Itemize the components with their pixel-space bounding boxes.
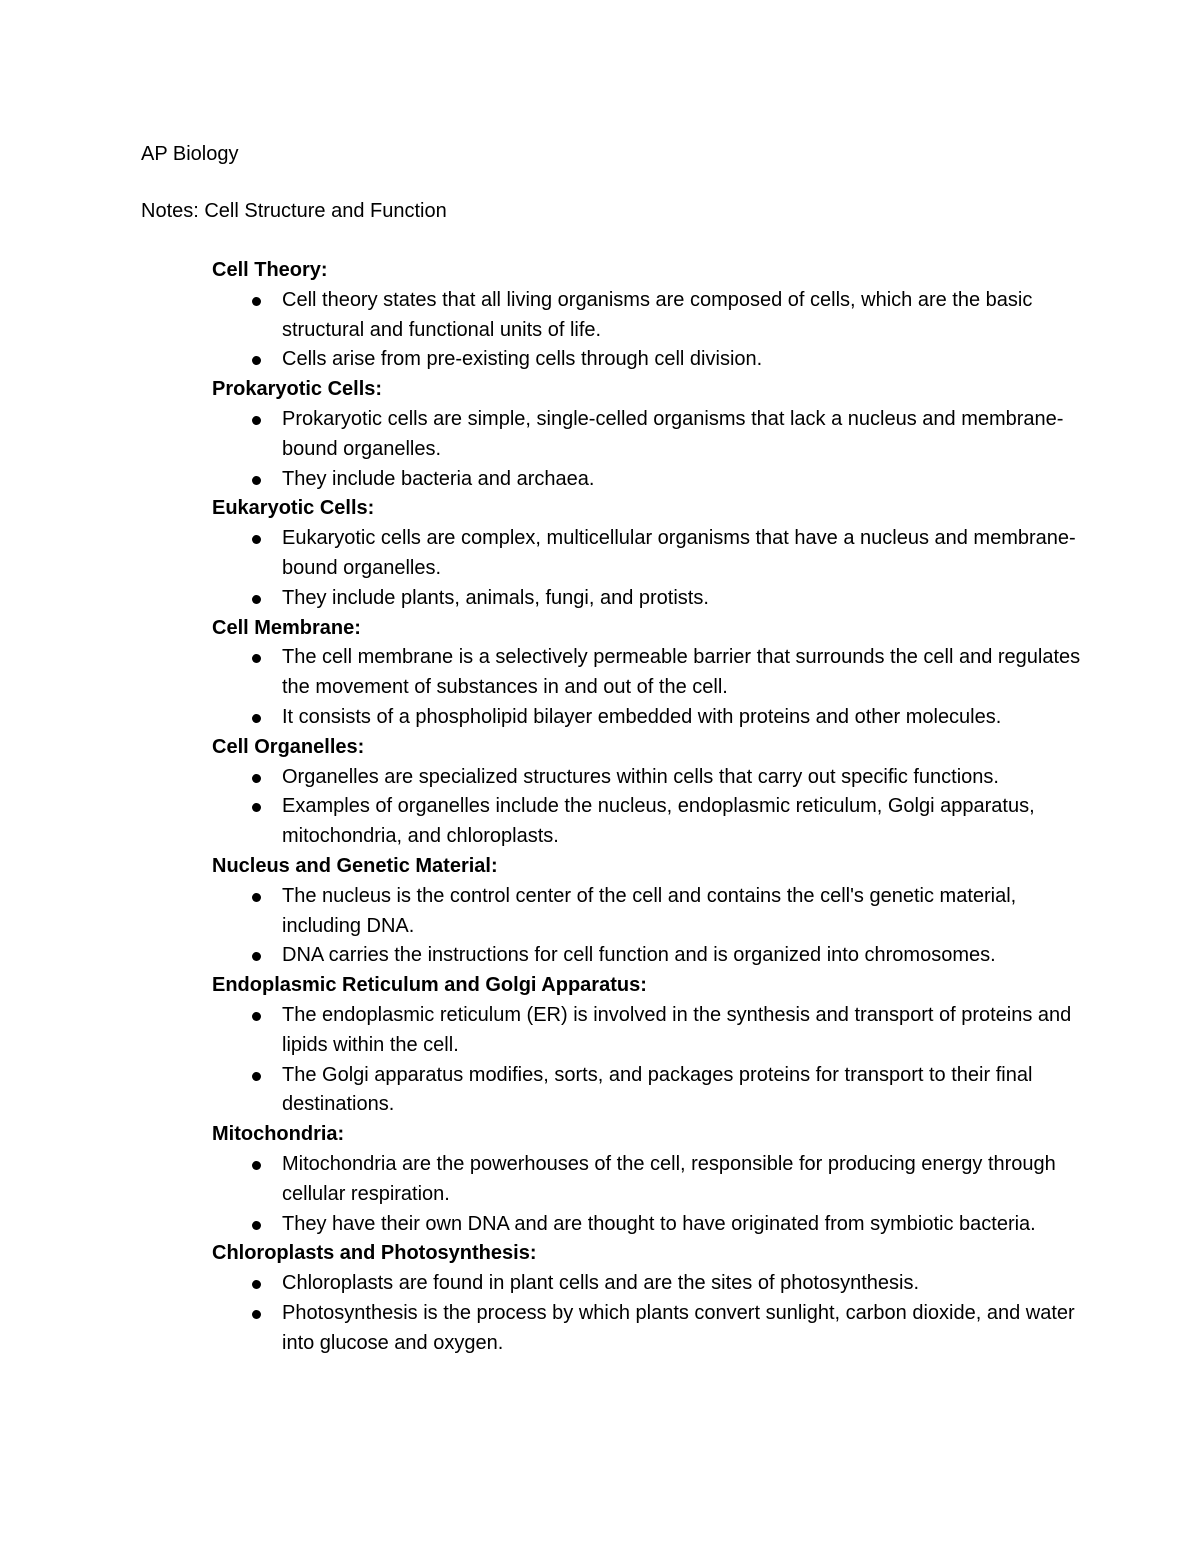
list-item — [212, 345, 1092, 375]
bullet-list — [212, 405, 1092, 494]
bullet-text: The nucleus is the control center of the cell and contains the cell's genetic material, including DNA. — [282, 884, 1017, 937]
section-heading: Mitochondria: — [212, 1123, 345, 1146]
list-item — [212, 792, 1092, 852]
bullet-dot-icon — [252, 1280, 261, 1289]
notes-section — [212, 852, 1092, 971]
list-item — [212, 1269, 1092, 1299]
notes-section — [212, 614, 1092, 733]
bullet-text: They have their own DNA and are thought to have originated from symbiotic bacteria. — [282, 1212, 1036, 1235]
list-item — [212, 1061, 1092, 1121]
bullet-dot-icon — [252, 416, 261, 425]
bullet-dot-icon — [252, 952, 261, 961]
bullet-list — [212, 882, 1092, 971]
list-item — [212, 1001, 1092, 1061]
notes-section — [212, 733, 1092, 852]
bullet-list — [212, 1269, 1092, 1358]
notes-sections — [212, 256, 1092, 1358]
bullet-dot-icon — [252, 297, 261, 306]
section-heading: Chloroplasts and Photosynthesis: — [212, 1242, 537, 1265]
bullet-list — [212, 643, 1092, 732]
bullet-text: They include plants, animals, fungi, and protists. — [282, 586, 709, 609]
list-item — [212, 643, 1092, 703]
section-heading: Endoplasmic Reticulum and Golgi Apparatus: — [212, 974, 647, 997]
section-heading: Nucleus and Genetic Material: — [212, 854, 498, 877]
bullet-dot-icon — [252, 774, 261, 783]
bullet-text: The cell membrane is a selectively permeable barrier that surrounds the cell and regulates the movement of substances in and out of the cell. — [282, 646, 1081, 699]
bullet-text: Chloroplasts are found in plant cells and are the sites of photosynthesis. — [282, 1272, 920, 1295]
list-item — [212, 584, 1092, 614]
list-item — [212, 941, 1092, 971]
section-heading: Cell Organelles: — [212, 735, 365, 758]
bullet-dot-icon — [252, 803, 261, 812]
section-heading: Eukaryotic Cells: — [212, 497, 375, 520]
list-item — [212, 1210, 1092, 1240]
bullet-dot-icon — [252, 714, 261, 723]
bullet-list — [212, 524, 1092, 613]
bullet-dot-icon — [252, 1310, 261, 1319]
bullet-list — [212, 1150, 1092, 1239]
list-item — [212, 524, 1092, 584]
bullet-dot-icon — [252, 1161, 261, 1170]
bullet-text: Mitochondria are the powerhouses of the cell, responsible for producing energy through cellular respiration. — [282, 1152, 1056, 1205]
list-item — [212, 1150, 1092, 1210]
list-item — [212, 1299, 1092, 1359]
bullet-list — [212, 763, 1092, 852]
bullet-text: Cells arise from pre-existing cells through cell division. — [282, 348, 763, 371]
notes-section — [212, 494, 1092, 613]
document-subtitle: Notes: Cell Structure and Function — [141, 200, 447, 222]
bullet-text: It consists of a phospholipid bilayer embedded with proteins and other molecules. — [282, 705, 1002, 728]
bullet-text: The Golgi apparatus modifies, sorts, and packages proteins for transport to their final destinations. — [282, 1063, 1033, 1116]
notes-section — [212, 1239, 1092, 1358]
list-item — [212, 763, 1092, 793]
bullet-dot-icon — [252, 476, 261, 485]
bullet-text: Examples of organelles include the nucleus, endoplasmic reticulum, Golgi apparatus, mitochondria, and chloroplasts. — [282, 795, 1035, 848]
bullet-dot-icon — [252, 893, 261, 902]
list-item — [212, 882, 1092, 942]
bullet-dot-icon — [252, 356, 261, 365]
notes-section — [212, 375, 1092, 494]
document-title: AP Biology — [141, 143, 239, 165]
bullet-list — [212, 286, 1092, 375]
section-heading: Prokaryotic Cells: — [212, 378, 383, 401]
bullet-dot-icon — [252, 595, 261, 604]
bullet-dot-icon — [252, 1221, 261, 1230]
notes-section — [212, 1120, 1092, 1239]
bullet-text: Eukaryotic cells are complex, multicellular organisms that have a nucleus and membrane-bound organelles. — [282, 527, 1076, 579]
notes-section — [212, 971, 1092, 1120]
bullet-text: They include bacteria and archaea. — [282, 467, 595, 490]
bullet-dot-icon — [252, 1012, 261, 1021]
bullet-dot-icon — [252, 654, 261, 663]
bullet-text: DNA carries the instructions for cell function and is organized into chromosomes. — [282, 944, 996, 967]
bullet-text: Organelles are specialized structures within cells that carry out specific functions. — [282, 765, 999, 788]
list-item — [212, 703, 1092, 733]
bullet-text: Photosynthesis is the process by which plants convert sunlight, carbon dioxide, and water into glucose and oxygen. — [282, 1301, 1075, 1354]
bullet-dot-icon — [252, 1072, 261, 1081]
bullet-dot-icon — [252, 535, 261, 544]
bullet-list — [212, 1001, 1092, 1120]
list-item — [212, 405, 1092, 465]
section-heading: Cell Theory: — [212, 259, 328, 281]
list-item — [212, 465, 1092, 495]
section-heading: Cell Membrane: — [212, 616, 361, 639]
bullet-text: Prokaryotic cells are simple, single-celled organisms that lack a nucleus and membrane-bound organelles. — [282, 407, 1064, 460]
bullet-text: Cell theory states that all living organisms are composed of cells, which are the basic structural and functional units of life. — [282, 288, 1033, 341]
bullet-text: The endoplasmic reticulum (ER) is involved in the synthesis and transport of proteins and lipids within the cell. — [282, 1003, 1072, 1056]
notes-section — [212, 256, 1092, 375]
list-item — [212, 286, 1092, 346]
